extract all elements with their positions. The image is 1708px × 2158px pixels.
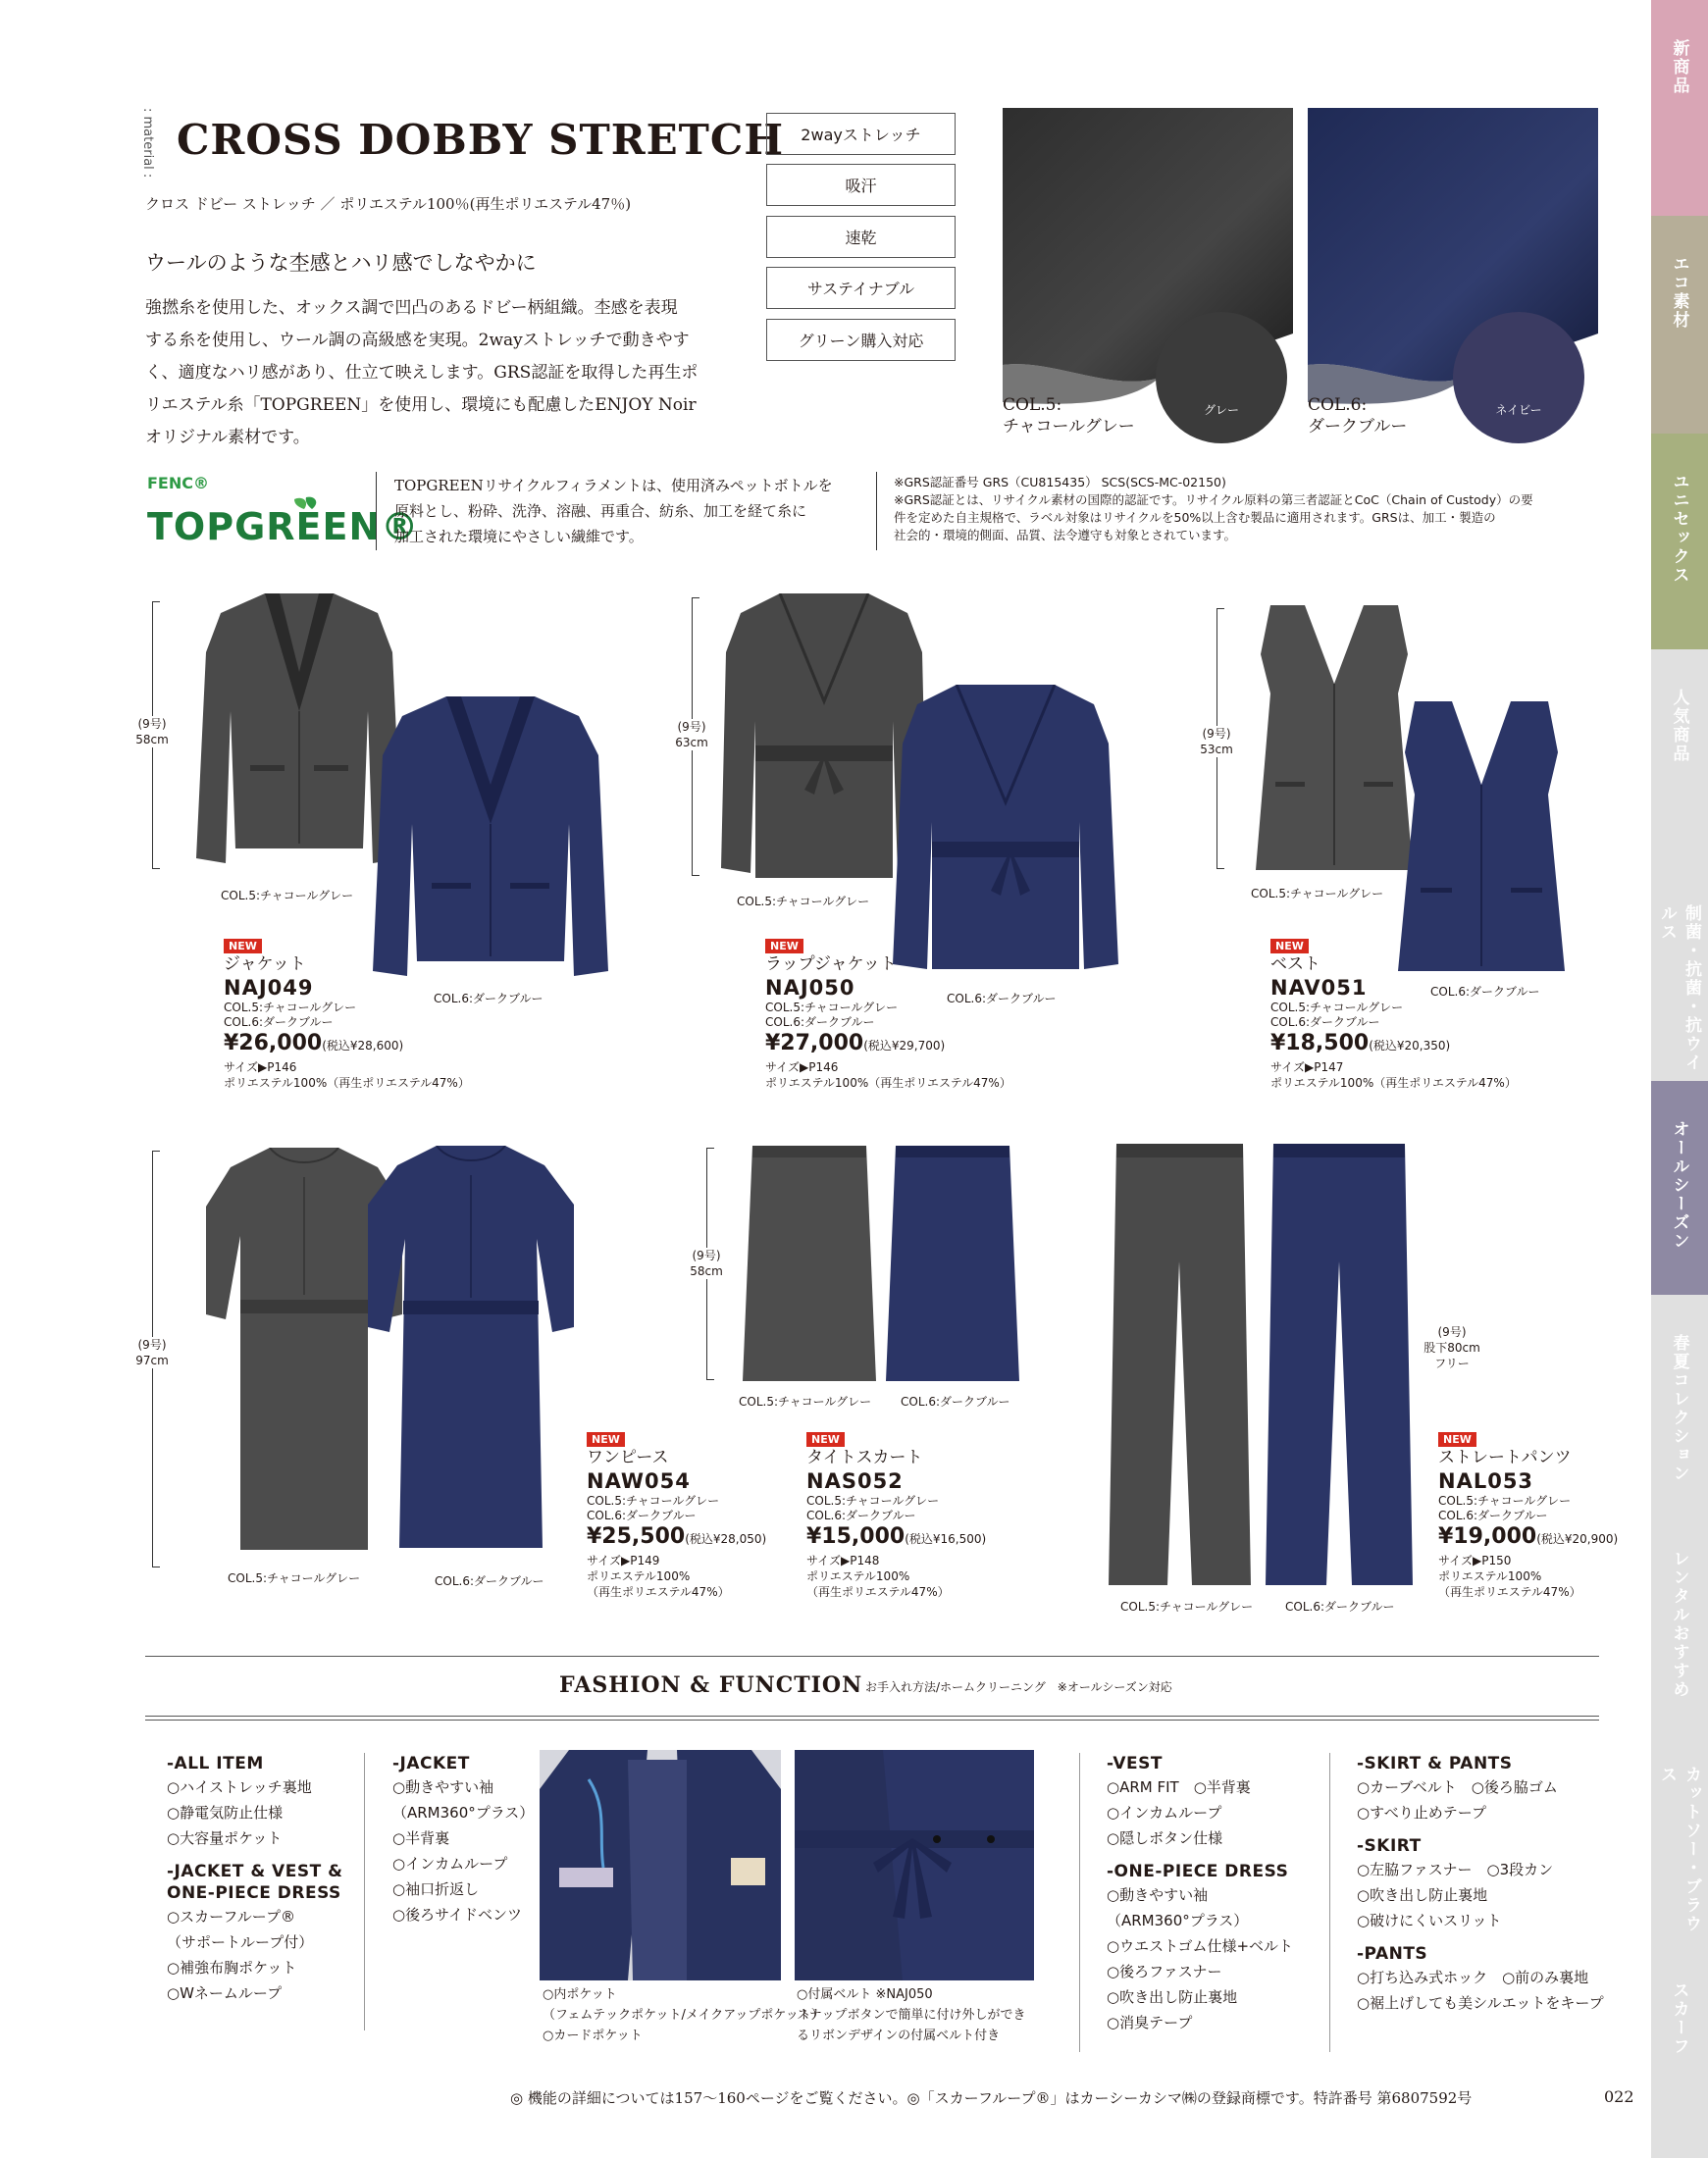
inner-pocket-caption: ○内ポケット （フェムテックポケット/メイクアップポケット） ○カードポケット	[543, 1987, 824, 2043]
side-tab-eco[interactable]: エコ素材	[1651, 216, 1708, 434]
color-caption: COL.5:チャコールグレー	[739, 1395, 872, 1409]
divider	[145, 1720, 1599, 1721]
swatch-chip-navy: ネイビー	[1453, 312, 1584, 443]
color-caption: COL.6:ダークブルー	[434, 992, 543, 1005]
pants-charcoal-image	[1109, 1144, 1251, 1589]
color-caption: COL.6:ダークブルー	[1285, 1600, 1395, 1614]
dimension-label: (9号) 股下80cm フリー	[1423, 1325, 1480, 1370]
footer-note: ◎ 機能の詳細については157～160ページをご覧ください。◎「スカーフループ®」はカーシーカシマ㈱の登録商標です。特許番号 第6807592号	[510, 2089, 1473, 2107]
divider	[364, 1753, 365, 2030]
color-caption: COL.6:ダークブルー	[901, 1395, 1010, 1409]
skirt-charcoal-image	[743, 1146, 876, 1385]
dimension-label: (9号) 53cm	[1192, 726, 1241, 757]
divider	[145, 1716, 1599, 1717]
swatch-label-col5: COL.5: チャコールグレー	[1003, 395, 1135, 437]
material-subline: クロス ドビー ストレッチ ／ ポリエステル100％(再生ポリエステル47％)	[145, 195, 632, 213]
color-caption: COL.5:チャコールグレー	[221, 889, 354, 902]
product-info-naw054: NEW ワンピース NAW054 COL.5:チャコールグレー COL.6:ダークブルー ¥25,500(税込¥28,050) サイズ▶P149 ポリエステル100% （再生ポリエステル47%）	[587, 1433, 767, 1599]
side-tab-allseason[interactable]: オールシーズン	[1651, 1081, 1708, 1295]
new-badge: NEW	[224, 939, 262, 953]
ff-all-item: -ALL ITEM ○ハイストレッチ裏地 ○静電気防止仕様 ○大容量ポケット -JACKET & VEST & ONE-PIECE DRESS ○スカーフループ® （サポートループ付） ○補強布胸ポケット ○Wネームループ	[167, 1754, 343, 2002]
feature-badge-quickdry: 速乾	[766, 216, 956, 258]
side-tab-new[interactable]: 新商品	[1651, 0, 1708, 216]
side-tab-rental[interactable]: レンタルおすすめ	[1651, 1511, 1708, 1726]
fenc-label: FENC®	[147, 474, 209, 492]
new-badge: NEW	[1438, 1432, 1476, 1447]
product-name: タイトスカート	[806, 1448, 923, 1467]
product-info-nal053: NEW ストレートパンツ NAL053 COL.5:チャコールグレー COL.6:ダークブルー ¥19,000(税込¥20,900) サイズ▶P150 ポリエステル100% （再生ポリエステル47%）	[1438, 1433, 1619, 1599]
lead-copy: ウールのような杢感とハリ感でしなやかに	[145, 251, 537, 275]
dimension-label: (9号) 97cm	[128, 1337, 177, 1368]
feature-badge-green: グリーン購入対応	[766, 319, 956, 361]
product-code: NAJ050	[765, 976, 855, 1000]
product-name: ラップジャケット	[765, 954, 897, 974]
product-price: ¥26,000(税込¥28,600)	[224, 1031, 404, 1055]
ff-title: FASHION & FUNCTION	[559, 1672, 863, 1698]
divider	[876, 472, 877, 550]
product-price: ¥15,000(税込¥16,500)	[806, 1524, 987, 1549]
color-caption: COL.6:ダークブルー	[435, 1574, 544, 1588]
dimension-label: (9号) 58cm	[682, 1248, 731, 1279]
inner-pocket-photo	[540, 1750, 781, 1980]
product-price: ¥25,500(税込¥28,050)	[587, 1524, 767, 1549]
material-label: : material :	[140, 108, 155, 179]
color-caption: COL.5:チャコールグレー	[1251, 887, 1384, 900]
color-caption: COL.6:ダークブルー	[947, 992, 1057, 1005]
product-name: ワンピース	[587, 1448, 669, 1467]
new-badge: NEW	[806, 1432, 845, 1447]
color-caption: COL.6:ダークブルー	[1430, 985, 1540, 999]
side-tab-springsummer[interactable]: 春夏コレクション	[1651, 1295, 1708, 1511]
belt-detail-photo	[795, 1750, 1034, 1980]
product-name: ジャケット	[224, 954, 306, 974]
ff-skirt-pants: -SKIRT & PANTS ○カーブベルト ○後ろ脇ゴム ○すべり止めテープ -SKIRT ○左脇ファスナー ○3段カン ○吹き出し防止裏地 ○破けにくいスリット -PANTS ○打ち込み式ホック ○前のみ裏地 ○裾上げしても美シルエットをキープ	[1357, 1754, 1604, 2012]
page-title: CROSS DOBBY STRETCH	[177, 116, 785, 164]
skirt-navy-image	[886, 1146, 1019, 1385]
product-code: NAW054	[587, 1469, 691, 1493]
product-code: NAS052	[806, 1469, 904, 1493]
new-badge: NEW	[587, 1432, 625, 1447]
topgreen-logo: TOPGREEN®	[147, 495, 363, 548]
side-tab-scarf[interactable]: スカーフ	[1651, 1942, 1708, 2158]
product-name: ベスト	[1270, 954, 1320, 974]
new-badge: NEW	[1270, 939, 1309, 953]
side-tab-cutsew[interactable]: カットソー・ブラウス	[1651, 1726, 1708, 1942]
color-caption: COL.5:チャコールグレー	[228, 1571, 361, 1585]
ff-vest-onepiece: -VEST ○ARM FIT ○半背裏 ○インカムループ ○隠しボタン仕様 -ONE-PIECE DRESS ○動きやすい袖 （ARM360°プラス） ○ウエストゴム仕様+ベルト ○後ろファスナー ○吹き出し防止裏地 ○消臭テープ	[1107, 1754, 1294, 2031]
material-description: 強撚糸を使用した、オックス調で凹凸のあるドビー柄組織。杢感を表現 する糸を使用し、ウール調の高級感を実現。2wayストレッチで動きやす く、適度なハリ感があり、仕立て映えします。GRS認証を取得した再生ポ リエステル糸「TOPGREEN」を使用し、環境にも配慮したENJOY Noir オリジナル素材です。	[145, 298, 699, 447]
topgreen-description: TOPGREENリサイクルフィラメントは、使用済みペットボトルを 原料とし、粉砕、洗浄、溶融、再重合、紡糸、加工を経て糸に 加工された環境にやさしい繊維です。	[394, 477, 833, 545]
dimension-label: (9号) 58cm	[128, 716, 177, 747]
ff-note: お手入れ方法/ホームクリーニング ※オールシーズン対応	[865, 1680, 1172, 1694]
color-caption: COL.5:チャコールグレー	[1120, 1600, 1254, 1614]
page-number: 022	[1604, 2087, 1634, 2106]
product-info-nas052: NEW タイトスカート NAS052 COL.5:チャコールグレー COL.6:ダークブルー ¥15,000(税込¥16,500) サイズ▶P148 ポリエステル100% （再生ポリエステル47%）	[806, 1433, 987, 1599]
dimension-label: (9号) 63cm	[667, 719, 716, 750]
product-code: NAJ049	[224, 976, 314, 1000]
divider	[1079, 1753, 1080, 2052]
product-info-naj049: NEW ジャケット NAJ049 COL.5:チャコールグレー COL.6:ダークブルー ¥26,000(税込¥28,600) サイズ▶P146 ポリエステル100%（再生ポリエステル47%）	[224, 940, 470, 1090]
product-price: ¥27,000(税込¥29,700)	[765, 1031, 946, 1055]
grs-note: ※GRS認証番号 GRS（CU815435） SCS(SCS-MC-02150) ※GRS認証とは、リサイクル素材の国際的認証です。リサイクル原料の第三者認証とCoC（Chain of Custody）の要 件を定めた自主規格で、ラベル対象はリサイクルを50%以上含む製品に適用されます。GRSは、加工・製造の 社会的・環境的側面、品質、法令遵守も対象とされています。	[894, 475, 1533, 542]
divider	[145, 1656, 1599, 1657]
product-name: ストレートパンツ	[1438, 1448, 1572, 1467]
product-info-nav051: NEW ベスト NAV051 COL.5:チャコールグレー COL.6:ダークブルー ¥18,500(税込¥20,350) サイズ▶P147 ポリエステル100%（再生ポリエステル47%）	[1270, 940, 1517, 1090]
onepiece-navy-image	[368, 1146, 574, 1552]
swatch-label-col6: COL.6: ダークブルー	[1308, 395, 1408, 437]
feature-badge-sweat: 吸汗	[766, 164, 956, 206]
side-tab-antibac[interactable]: 制菌・抗菌・抗ウイルス	[1651, 865, 1708, 1081]
color-caption: COL.5:チャコールグレー	[737, 895, 870, 908]
product-info-naj050: NEW ラップジャケット NAJ050 COL.5:チャコールグレー COL.6:ダークブルー ¥27,000(税込¥29,700) サイズ▶P146 ポリエステル100%（再生ポリエステル47%）	[765, 940, 1011, 1090]
side-tab-unisex[interactable]: ユニセックス	[1651, 434, 1708, 649]
product-price: ¥18,500(税込¥20,350)	[1270, 1031, 1451, 1055]
side-tab-popular[interactable]: 人気商品	[1651, 649, 1708, 865]
swatch-chip-gray: グレー	[1156, 312, 1287, 443]
new-badge: NEW	[765, 939, 803, 953]
feature-badge-2way: 2wayストレッチ	[766, 113, 956, 155]
belt-caption: ○付属ベルト ※NAJ050 スナップボタンで簡単に付け外しができ るリボンデザインの付属ベルト付き	[797, 1987, 1026, 2043]
product-code: NAV051	[1270, 976, 1368, 1000]
product-price: ¥19,000(税込¥20,900)	[1438, 1524, 1619, 1549]
pants-navy-image	[1266, 1144, 1413, 1589]
divider	[376, 472, 377, 550]
divider	[1329, 1753, 1330, 2052]
product-code: NAL053	[1438, 1469, 1534, 1493]
feature-badge-sustainable: サステイナブル	[766, 267, 956, 309]
ff-jacket: -JACKET ○動きやすい袖 （ARM360°プラス） ○半背裏 ○インカムループ ○袖口折返し ○後ろサイドベンツ	[392, 1754, 535, 1924]
